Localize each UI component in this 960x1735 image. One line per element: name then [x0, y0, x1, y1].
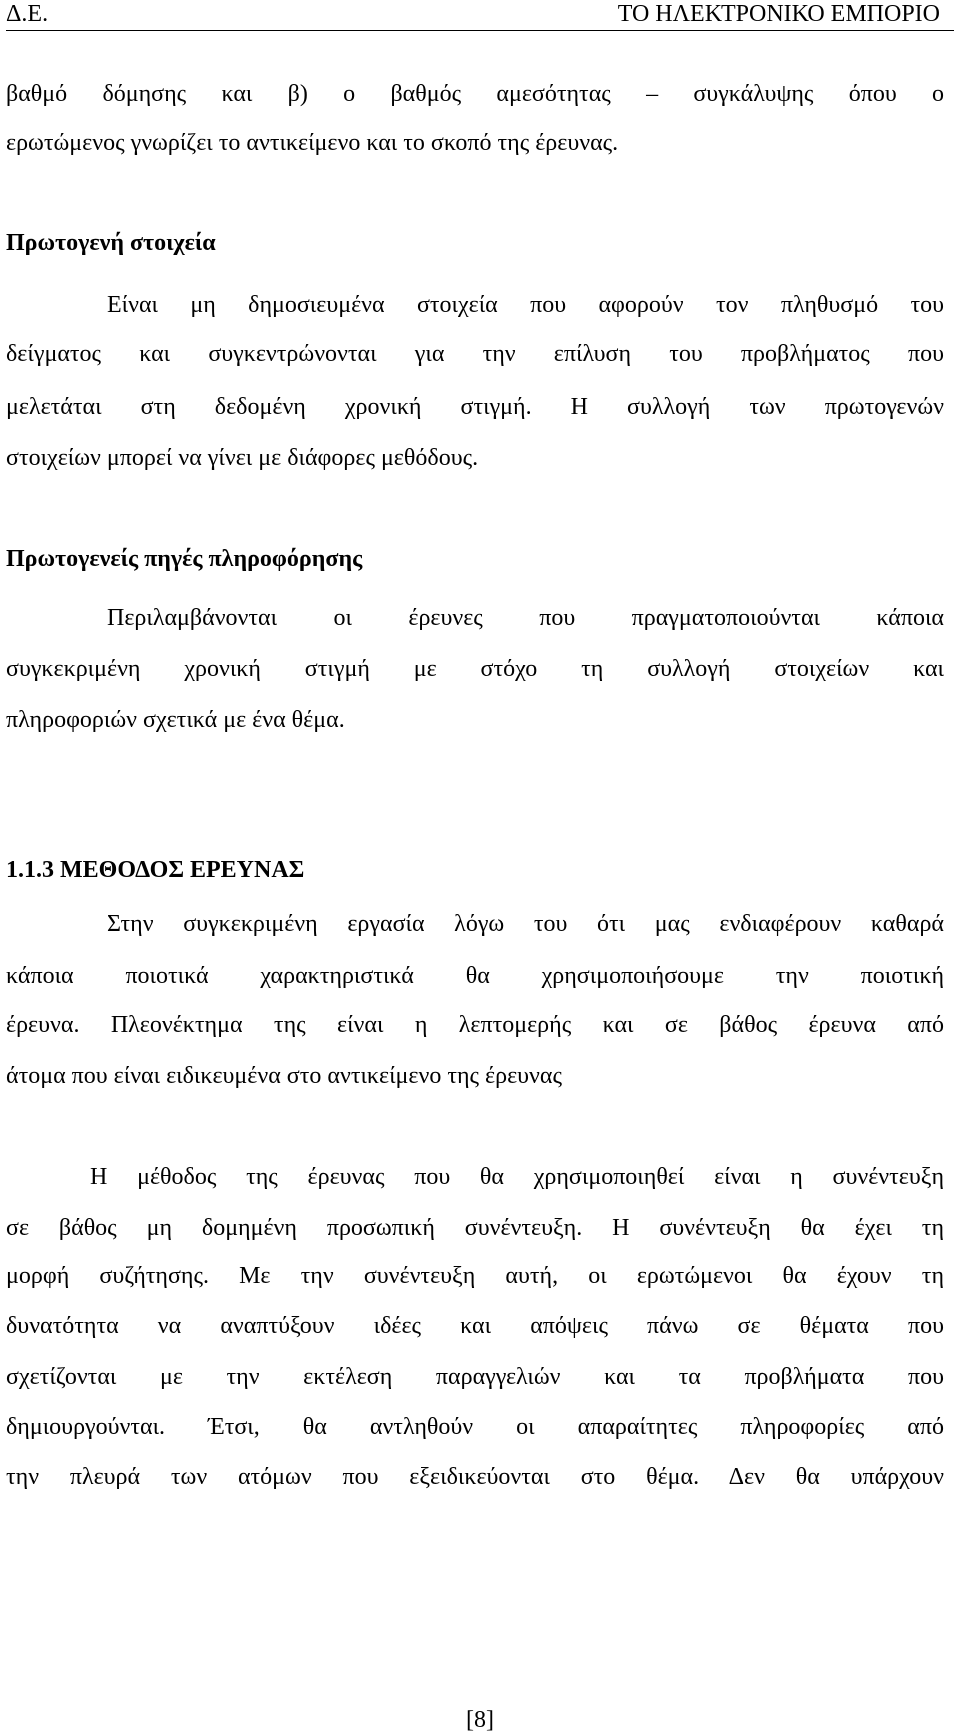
body-line: έρευνα. Πλεονέκτημα της είναι η λεπτομερής και σε βάθος έρευνα από — [6, 1012, 944, 1038]
body-line: κάποια ποιοτικά χαρακτηριστικά θα χρησιμοποιήσουμε την ποιοτική — [6, 963, 944, 989]
section-heading: Πρωτογενή στοιχεία — [6, 230, 216, 256]
body-line: βαθμό δόμησης και β) ο βαθμός αμεσότητας – συγκάλυψης όπου ο — [6, 81, 944, 107]
body-line: Περιλαμβάνονται οι έρευνες που πραγματοποιούνται κάποια — [107, 605, 944, 631]
section-heading: Πρωτογενείς πηγές πληροφόρησης — [6, 546, 363, 572]
body-line: μορφή συζήτησης. Με την συνέντευξη αυτή, οι ερωτώμενοι θα έχουν τη — [6, 1263, 944, 1289]
body-line: στοιχείων μπορεί να γίνει με διάφορες μεθόδους. — [6, 445, 479, 471]
page-number: [8] — [466, 1707, 494, 1733]
body-line: Η μέθοδος της έρευνας που θα χρησιμοποιηθεί είναι η συνέντευξη — [90, 1164, 944, 1190]
body-line: πληροφοριών σχετικά με ένα θέμα. — [6, 707, 345, 733]
body-line: ερωτώμενος γνωρίζει το αντικείμενο και το σκοπό της έρευνας. — [6, 130, 619, 156]
body-line: Είναι μη δημοσιευμένα στοιχεία που αφορούν τον πληθυσμό του — [107, 292, 944, 318]
body-line: άτομα που είναι ειδικευμένα στο αντικείμενο της έρευνας — [6, 1063, 562, 1089]
body-line: συγκεκριμένη χρονική στιγμή με στόχο τη συλλογή στοιχείων και — [6, 656, 944, 682]
header-left-text: Δ.Ε. — [6, 1, 49, 27]
body-line: μελετάται στη δεδομένη χρονική στιγμή. Η συλλογή των πρωτογενών — [6, 394, 944, 420]
body-line: δημιουργούνται. Έτσι, θα αντληθούν οι απαραίτητες πληροφορίες από — [6, 1414, 944, 1440]
body-line: δείγματος και συγκεντρώνονται για την επίλυση του προβλήματος που — [6, 341, 944, 367]
body-line: Στην συγκεκριμένη εργασία λόγω του ότι μας ενδιαφέρουν καθαρά — [107, 911, 944, 937]
body-line: σχετίζονται με την εκτέλεση παραγγελιών και τα προβλήματα που — [6, 1364, 944, 1390]
body-line: σε βάθος μη δομημένη προσωπική συνέντευξη. Η συνέντευξη θα έχει τη — [6, 1215, 944, 1241]
page-header — [6, 0, 954, 31]
header-right-text: ΤΟ ΗΛΕΚΤΡΟΝΙΚΟ ΕΜΠΟΡΙΟ — [617, 1, 940, 27]
body-line: δυνατότητα να αναπτύξουν ιδέες και απόψεις πάνω σε θέματα που — [6, 1313, 944, 1339]
section-heading: 1.1.3 ΜΕΘΟΔΟΣ ΕΡΕΥΝΑΣ — [6, 857, 305, 883]
body-line: την πλευρά των ατόμων που εξειδικεύονται στο θέμα. Δεν θα υπάρχουν — [6, 1464, 944, 1490]
